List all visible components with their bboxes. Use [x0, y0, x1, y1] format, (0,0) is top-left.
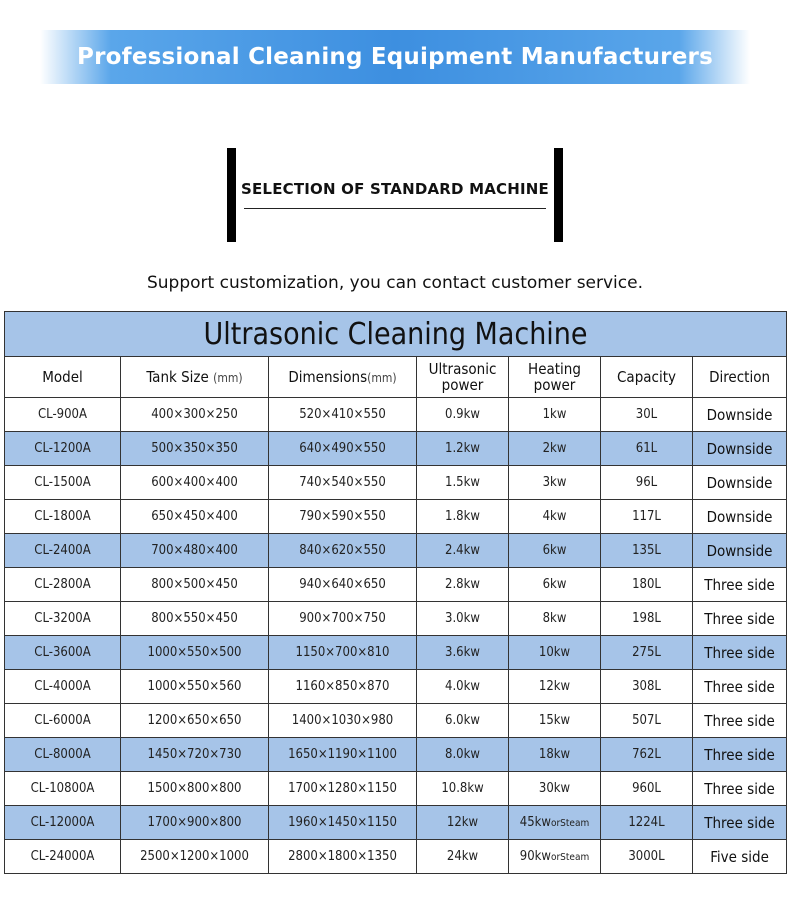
table-row — [5, 636, 787, 670]
cell-dimensions-value: 2800×1800×1350 — [288, 849, 397, 864]
cell-capacity — [601, 704, 693, 738]
cell-ultrasonic-power — [417, 806, 509, 840]
cell-tank-size — [121, 738, 269, 772]
cell-model-value: CL-3200A — [34, 611, 91, 626]
cell-model — [5, 466, 121, 500]
table-row — [5, 534, 787, 568]
header-model-label: Model — [42, 368, 83, 386]
table-row — [5, 500, 787, 534]
cell-ultrasonic-power-value: 24kw — [446, 849, 479, 864]
cell-heating-power — [509, 806, 601, 840]
cell-direction — [693, 772, 787, 806]
cell-ultrasonic-power-value: 3.0kw — [445, 611, 480, 626]
cell-ultrasonic-power — [417, 534, 509, 568]
table-row — [5, 772, 787, 806]
cell-direction — [693, 636, 787, 670]
cell-ultrasonic-power — [417, 398, 509, 432]
header-heating-label: Heating power — [528, 360, 581, 394]
table-row — [5, 738, 787, 772]
cell-dimensions-value: 790×590×550 — [299, 509, 386, 524]
cell-tank-size-value: 800×500×450 — [151, 577, 238, 592]
header-tank-size — [121, 357, 269, 398]
cell-capacity — [601, 738, 693, 772]
cell-tank-size-value: 2500×1200×1000 — [140, 849, 249, 864]
cell-direction-value: Three side — [704, 677, 775, 696]
cell-model-value: CL-1500A — [34, 475, 91, 490]
header-dimensions — [269, 357, 417, 398]
header-capacity-label: Capacity — [617, 368, 676, 386]
cell-dimensions-value: 900×700×750 — [299, 611, 386, 626]
cell-ultrasonic-power-value: 2.8kw — [445, 577, 480, 592]
cell-tank-size — [121, 636, 269, 670]
cell-heating-power — [509, 704, 601, 738]
cell-direction-value: Five side — [710, 847, 769, 866]
cell-ultrasonic-power — [417, 636, 509, 670]
cell-heating-power-value: 18kw — [538, 747, 571, 762]
table-row — [5, 432, 787, 466]
selection-underline — [244, 208, 546, 209]
cell-capacity — [601, 772, 693, 806]
cell-heating-power — [509, 738, 601, 772]
left-bracket-bar — [227, 148, 236, 242]
cell-capacity — [601, 670, 693, 704]
table-row — [5, 840, 787, 874]
cell-dimensions — [269, 568, 417, 602]
cell-tank-size-value: 600×400×400 — [151, 475, 238, 490]
header-dimensions-unit: (mm) — [367, 370, 397, 385]
cell-capacity-value: 117L — [632, 509, 661, 524]
cell-heating-power-value: 15kw — [538, 713, 571, 728]
cell-heating-power — [509, 398, 601, 432]
cell-capacity-value: 135L — [632, 543, 661, 558]
cell-tank-size-value: 1700×900×800 — [147, 815, 242, 830]
cell-heating-power-value: 4kw — [542, 509, 567, 524]
cell-capacity — [601, 602, 693, 636]
cell-tank-size — [121, 500, 269, 534]
cell-model-value: CL-4000A — [34, 679, 91, 694]
cell-heating-power — [509, 568, 601, 602]
cell-model — [5, 500, 121, 534]
cell-capacity — [601, 500, 693, 534]
cell-tank-size — [121, 772, 269, 806]
cell-dimensions-value: 1700×1280×1150 — [288, 781, 397, 796]
cell-capacity — [601, 636, 693, 670]
cell-dimensions-value: 640×490×550 — [299, 441, 386, 456]
cell-dimensions-value: 840×620×550 — [299, 543, 386, 558]
cell-tank-size — [121, 568, 269, 602]
cell-model — [5, 534, 121, 568]
table-row — [5, 602, 787, 636]
heating-note: orSteam — [550, 852, 590, 863]
cell-ultrasonic-power-value: 10.8kw — [441, 781, 484, 796]
cell-tank-size-value: 800×550×450 — [151, 611, 238, 626]
cell-direction — [693, 670, 787, 704]
cell-direction-value: Downside — [706, 439, 773, 458]
cell-capacity-value: 1224L — [628, 815, 665, 830]
cell-model-value: CL-3600A — [34, 645, 91, 660]
cell-model-value: CL-900A — [38, 407, 87, 422]
table-title: Ultrasonic Cleaning Machine — [5, 312, 787, 357]
cell-direction — [693, 738, 787, 772]
cell-heating-power — [509, 636, 601, 670]
cell-ultrasonic-power-value: 2.4kw — [445, 543, 480, 558]
cell-model — [5, 704, 121, 738]
cell-heating-power — [509, 466, 601, 500]
cell-capacity-value: 3000L — [628, 849, 665, 864]
cell-dimensions — [269, 466, 417, 500]
cell-model-value: CL-24000A — [30, 849, 95, 864]
cell-capacity — [601, 398, 693, 432]
cell-ultrasonic-power-value: 8.0kw — [445, 747, 480, 762]
cell-capacity-value: 180L — [632, 577, 661, 592]
cell-heating-power-value: 3kw — [542, 475, 567, 490]
header-heating-power — [509, 357, 601, 398]
cell-capacity — [601, 432, 693, 466]
cell-heating-power-value: 1kw — [542, 407, 567, 422]
cell-capacity — [601, 568, 693, 602]
cell-dimensions-value: 1400×1030×980 — [291, 713, 394, 728]
cell-heating-power — [509, 840, 601, 874]
table-row — [5, 704, 787, 738]
cell-direction — [693, 704, 787, 738]
cell-dimensions-value: 1960×1450×1150 — [288, 815, 397, 830]
header-ultrasonic-power — [417, 357, 509, 398]
cell-direction-value: Three side — [704, 609, 775, 628]
cell-heating-power-value: 10kw — [538, 645, 571, 660]
cell-model-value: CL-2800A — [34, 577, 91, 592]
cell-ultrasonic-power — [417, 840, 509, 874]
cell-heating-power-value: 30kw — [538, 781, 571, 796]
cell-direction — [693, 568, 787, 602]
cell-tank-size — [121, 602, 269, 636]
cell-model-value: CL-1800A — [34, 509, 91, 524]
cell-dimensions — [269, 806, 417, 840]
cell-direction-value: Three side — [704, 711, 775, 730]
cell-tank-size-value: 500×350×350 — [151, 441, 238, 456]
cell-tank-size — [121, 670, 269, 704]
cell-heating-power-value: 6kw — [542, 577, 567, 592]
cell-ultrasonic-power — [417, 432, 509, 466]
cell-ultrasonic-power-value: 1.5kw — [445, 475, 480, 490]
cell-direction — [693, 840, 787, 874]
table-row — [5, 466, 787, 500]
cell-capacity-value: 30L — [635, 407, 658, 422]
spec-table — [4, 311, 787, 874]
cell-dimensions — [269, 500, 417, 534]
cell-capacity-value: 762L — [632, 747, 661, 762]
cell-heating-power-value: 8kw — [542, 611, 567, 626]
cell-heating-power — [509, 432, 601, 466]
table-row — [5, 398, 787, 432]
cell-tank-size — [121, 534, 269, 568]
table-header-row — [5, 357, 787, 398]
cell-ultrasonic-power-value: 0.9kw — [445, 407, 480, 422]
cell-model-value: CL-8000A — [34, 747, 91, 762]
cell-direction-value: Three side — [704, 813, 775, 832]
cell-tank-size — [121, 398, 269, 432]
cell-ultrasonic-power — [417, 704, 509, 738]
cell-dimensions — [269, 534, 417, 568]
cell-tank-size-value: 1000×550×500 — [147, 645, 242, 660]
cell-direction-value: Three side — [704, 745, 775, 764]
cell-ultrasonic-power — [417, 772, 509, 806]
cell-direction — [693, 806, 787, 840]
cell-model-value: CL-2400A — [34, 543, 91, 558]
cell-heating-power-value: 2kw — [542, 441, 567, 456]
cell-heating-power-value: 90kw — [519, 849, 551, 864]
right-bracket-bar — [554, 148, 563, 242]
cell-capacity-value: 308L — [632, 679, 661, 694]
cell-heating-power-value: 6kw — [542, 543, 567, 558]
cell-dimensions-value: 740×540×550 — [299, 475, 386, 490]
cell-dimensions — [269, 636, 417, 670]
cell-dimensions — [269, 772, 417, 806]
cell-capacity — [601, 534, 693, 568]
cell-heating-power-value: 45kw — [519, 815, 551, 830]
cell-direction-value: Downside — [706, 541, 773, 560]
header-banner — [40, 30, 750, 84]
cell-heating-power — [509, 602, 601, 636]
cell-dimensions — [269, 704, 417, 738]
cell-direction — [693, 500, 787, 534]
cell-tank-size-value: 700×480×400 — [151, 543, 238, 558]
cell-tank-size-value: 1450×720×730 — [147, 747, 242, 762]
cell-direction-value: Downside — [706, 405, 773, 424]
cell-direction — [693, 466, 787, 500]
cell-direction-value: Three side — [704, 779, 775, 798]
cell-model — [5, 432, 121, 466]
cell-capacity-value: 198L — [632, 611, 661, 626]
cell-ultrasonic-power — [417, 670, 509, 704]
cell-direction — [693, 602, 787, 636]
cell-dimensions — [269, 840, 417, 874]
cell-dimensions — [269, 602, 417, 636]
cell-capacity — [601, 466, 693, 500]
cell-capacity-value: 96L — [635, 475, 658, 490]
table-row — [5, 806, 787, 840]
cell-dimensions-value: 1160×850×870 — [295, 679, 390, 694]
cell-ultrasonic-power-value: 4.0kw — [445, 679, 480, 694]
table-row — [5, 670, 787, 704]
cell-ultrasonic-power-value: 6.0kw — [445, 713, 480, 728]
cell-ultrasonic-power — [417, 602, 509, 636]
cell-direction-value: Downside — [706, 507, 773, 526]
cell-dimensions-value: 1150×700×810 — [295, 645, 390, 660]
cell-tank-size-value: 1000×550×560 — [147, 679, 242, 694]
cell-model — [5, 806, 121, 840]
cell-ultrasonic-power — [417, 500, 509, 534]
cell-model — [5, 772, 121, 806]
cell-dimensions — [269, 738, 417, 772]
cell-tank-size-value: 650×450×400 — [151, 509, 238, 524]
cell-capacity-value: 275L — [632, 645, 661, 660]
cell-direction — [693, 534, 787, 568]
cell-heating-power — [509, 670, 601, 704]
cell-direction-value: Downside — [706, 473, 773, 492]
cell-model — [5, 398, 121, 432]
header-model — [5, 357, 121, 398]
cell-tank-size — [121, 806, 269, 840]
cell-dimensions — [269, 398, 417, 432]
cell-ultrasonic-power — [417, 568, 509, 602]
cell-capacity-value: 507L — [632, 713, 661, 728]
cell-tank-size — [121, 432, 269, 466]
cell-model — [5, 840, 121, 874]
cell-tank-size — [121, 466, 269, 500]
cell-capacity — [601, 840, 693, 874]
header-dimensions-label: Dimensions — [288, 367, 368, 386]
cell-model — [5, 568, 121, 602]
header-direction — [693, 357, 787, 398]
cell-model — [5, 636, 121, 670]
cell-ultrasonic-power-value: 1.8kw — [445, 509, 480, 524]
cell-tank-size — [121, 704, 269, 738]
cell-dimensions-value: 940×640×650 — [299, 577, 386, 592]
cell-dimensions-value: 1650×1190×1100 — [288, 747, 397, 762]
cell-direction — [693, 398, 787, 432]
cell-capacity-value: 960L — [632, 781, 661, 796]
cell-model — [5, 670, 121, 704]
header-ultrasonic-label: Ultrasonic power — [428, 360, 497, 394]
cell-heating-power — [509, 534, 601, 568]
cell-dimensions-value: 520×410×550 — [299, 407, 386, 422]
table-row — [5, 568, 787, 602]
cell-ultrasonic-power — [417, 466, 509, 500]
header-tank-size-label: Tank Size — [146, 367, 209, 386]
cell-direction-value: Three side — [704, 575, 775, 594]
cell-ultrasonic-power-value: 12kw — [446, 815, 479, 830]
cell-ultrasonic-power-value: 1.2kw — [445, 441, 480, 456]
header-tank-size-unit: (mm) — [213, 370, 243, 385]
cell-heating-power — [509, 500, 601, 534]
cell-model-value: CL-6000A — [34, 713, 91, 728]
banner-title: Professional Cleaning Equipment Manufacturers — [77, 44, 713, 70]
cell-model-value: CL-10800A — [30, 781, 95, 796]
cell-tank-size-value: 400×300×250 — [151, 407, 238, 422]
cell-capacity-value: 61L — [635, 441, 658, 456]
cell-tank-size-value: 1500×800×800 — [147, 781, 242, 796]
cell-direction-value: Three side — [704, 643, 775, 662]
cell-tank-size — [121, 840, 269, 874]
cell-model-value: CL-1200A — [34, 441, 91, 456]
header-capacity — [601, 357, 693, 398]
cell-direction — [693, 432, 787, 466]
header-direction-label: Direction — [709, 368, 771, 386]
heating-note: orSteam — [550, 818, 590, 829]
cell-dimensions — [269, 670, 417, 704]
cell-tank-size-value: 1200×650×650 — [147, 713, 242, 728]
cell-ultrasonic-power — [417, 738, 509, 772]
cell-heating-power-value: 12kw — [538, 679, 571, 694]
cell-model-value: CL-12000A — [30, 815, 95, 830]
cell-ultrasonic-power-value: 3.6kw — [445, 645, 480, 660]
selection-title: SELECTION OF STANDARD MACHINE — [240, 180, 550, 198]
cell-dimensions — [269, 432, 417, 466]
cell-model — [5, 602, 121, 636]
cell-heating-power — [509, 772, 601, 806]
support-text: Support customization, you can contact customer service. — [146, 273, 643, 293]
cell-model — [5, 738, 121, 772]
cell-capacity — [601, 806, 693, 840]
